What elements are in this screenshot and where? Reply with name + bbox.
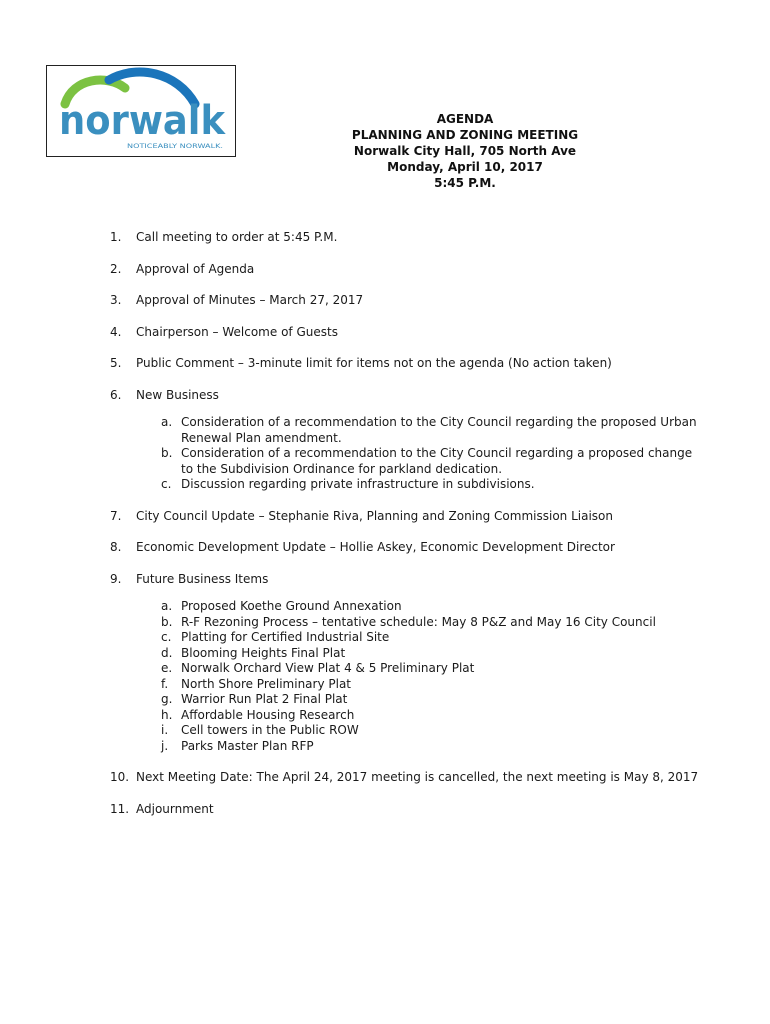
agenda-item-text: City Council Update – Stephanie Riva, Planning and Zoning Commission Liaison bbox=[136, 508, 613, 523]
agenda-item-text: Call meeting to order at 5:45 P.M. bbox=[136, 230, 338, 244]
agenda-item-text: Future Business Items bbox=[136, 571, 269, 586]
agenda-subitem bbox=[161, 677, 700, 693]
agenda-subitem bbox=[161, 599, 700, 615]
header-meeting-name: PLANNING AND ZONING MEETING bbox=[351, 128, 579, 142]
agenda-subitem bbox=[161, 646, 700, 662]
header-date: Monday, April 10, 2017 bbox=[387, 160, 543, 174]
agenda-item-number: 2. bbox=[110, 261, 122, 276]
agenda-item-number: 5. bbox=[110, 356, 122, 370]
norwalk-logo bbox=[46, 65, 236, 157]
agenda-item bbox=[110, 293, 700, 309]
agenda-subitem bbox=[161, 415, 700, 446]
agenda-item-text: Next Meeting Date: The April 24, 2017 meeting is cancelled, the next meeting is May 8, 2017 bbox=[136, 770, 699, 784]
header-location: Norwalk City Hall, 705 North Ave bbox=[353, 144, 577, 158]
agenda-subitem-text: Cell towers in the Public ROW bbox=[181, 723, 359, 737]
agenda-subitem bbox=[161, 477, 700, 493]
agenda-subitem-letter: c. bbox=[161, 630, 172, 644]
agenda-subitem bbox=[161, 446, 700, 477]
agenda-item-number: 11. bbox=[110, 801, 130, 816]
agenda-item-text: New Business bbox=[136, 387, 219, 402]
agenda-subitem-text: Consideration of a recommendation to the City Council regarding a proposed change to the Subdivision Ordinance for parkland dedication. bbox=[181, 446, 693, 476]
agenda-item bbox=[110, 770, 700, 786]
agenda-item bbox=[110, 388, 700, 493]
agenda-subitem-letter: a. bbox=[161, 415, 173, 429]
agenda-subitem-letter: g. bbox=[161, 692, 173, 706]
agenda-item-number: 7. bbox=[110, 508, 122, 523]
agenda-subitem-letter: f. bbox=[161, 676, 169, 691]
agenda-item-number: 8. bbox=[110, 540, 122, 554]
norwalk-logo-graphic bbox=[47, 66, 237, 158]
agenda-subitem bbox=[161, 692, 700, 708]
agenda-subitem-letter: i. bbox=[161, 723, 169, 737]
agenda-item-number: 3. bbox=[110, 293, 122, 307]
agenda-item bbox=[110, 230, 700, 246]
agenda-item bbox=[110, 262, 700, 278]
agenda-subitem-letter: e. bbox=[161, 661, 173, 675]
agenda-item-text: Public Comment – 3-minute limit for items not on the agenda (No action taken) bbox=[136, 356, 612, 370]
agenda-subitem-letter: j. bbox=[161, 738, 169, 753]
agenda-item-text: Chairperson – Welcome of Guests bbox=[136, 324, 338, 339]
agenda-subitem-letter: c. bbox=[161, 477, 172, 491]
agenda-item-text: Approval of Agenda bbox=[136, 261, 255, 276]
agenda-item-number: 6. bbox=[110, 387, 122, 402]
logo-tagline: NOTICEABLY NORWALK. bbox=[127, 142, 223, 150]
agenda-subitem-text: R-F Rezoning Process – tentative schedule: May 8 P&Z and May 16 City Council bbox=[181, 614, 656, 629]
agenda-subitem-text: Platting for Certified Industrial Site bbox=[181, 630, 390, 644]
agenda-subitem-text: Norwalk Orchard View Plat 4 & 5 Preliminary Plat bbox=[181, 661, 475, 675]
agenda-subitem-letter: a. bbox=[161, 599, 173, 613]
agenda-subitem-letter: h. bbox=[161, 707, 173, 722]
header-title: AGENDA bbox=[436, 112, 494, 126]
agenda-subitem-text: Parks Master Plan RFP bbox=[181, 738, 314, 753]
agenda-subitem bbox=[161, 708, 700, 724]
agenda-subitem bbox=[161, 630, 700, 646]
agenda-item-text: Economic Development Update – Hollie Askey, Economic Development Director bbox=[136, 540, 615, 554]
logo-wordmark: norwalk bbox=[59, 98, 227, 144]
agenda-item-number: 9. bbox=[110, 571, 122, 586]
agenda-item bbox=[110, 356, 700, 372]
agenda-subitem-list bbox=[136, 415, 700, 493]
agenda-item bbox=[110, 802, 700, 818]
agenda-item bbox=[110, 325, 700, 341]
agenda-subitem-text: Affordable Housing Research bbox=[181, 707, 355, 722]
agenda-subitem-text: Blooming Heights Final Plat bbox=[181, 645, 346, 660]
agenda-item-text: Adjournment bbox=[136, 801, 214, 816]
agenda-item-number: 1. bbox=[110, 230, 122, 244]
agenda-header bbox=[322, 111, 608, 191]
agenda-subitem bbox=[161, 661, 700, 677]
agenda-item-number: 4. bbox=[110, 324, 122, 339]
agenda-item-number: 10. bbox=[110, 770, 130, 784]
agenda-subitem-text: Consideration of a recommendation to the City Council regarding the proposed Urban Renewal Plan amendment. bbox=[181, 415, 697, 445]
agenda-subitem-text: North Shore Preliminary Plat bbox=[181, 676, 352, 691]
agenda-item-text: Approval of Minutes – March 27, 2017 bbox=[136, 293, 364, 307]
agenda-subitem bbox=[161, 723, 700, 739]
agenda-subitem-list bbox=[136, 599, 700, 754]
agenda-list bbox=[110, 230, 700, 833]
agenda-subitem-letter: d. bbox=[161, 645, 173, 660]
agenda-subitem bbox=[161, 739, 700, 755]
agenda-item bbox=[110, 540, 700, 556]
agenda-subitem-text: Proposed Koethe Ground Annexation bbox=[181, 599, 402, 613]
agenda-item bbox=[110, 572, 700, 755]
header-time: 5:45 P.M. bbox=[434, 176, 496, 190]
agenda-item bbox=[110, 509, 700, 525]
agenda-subitem-text: Discussion regarding private infrastructure in subdivisions. bbox=[181, 477, 535, 491]
agenda-subitem-letter: b. bbox=[161, 614, 173, 629]
agenda-subitem-text: Warrior Run Plat 2 Final Plat bbox=[181, 692, 348, 706]
agenda-subitem-letter: b. bbox=[161, 446, 173, 460]
agenda-subitem bbox=[161, 615, 700, 631]
